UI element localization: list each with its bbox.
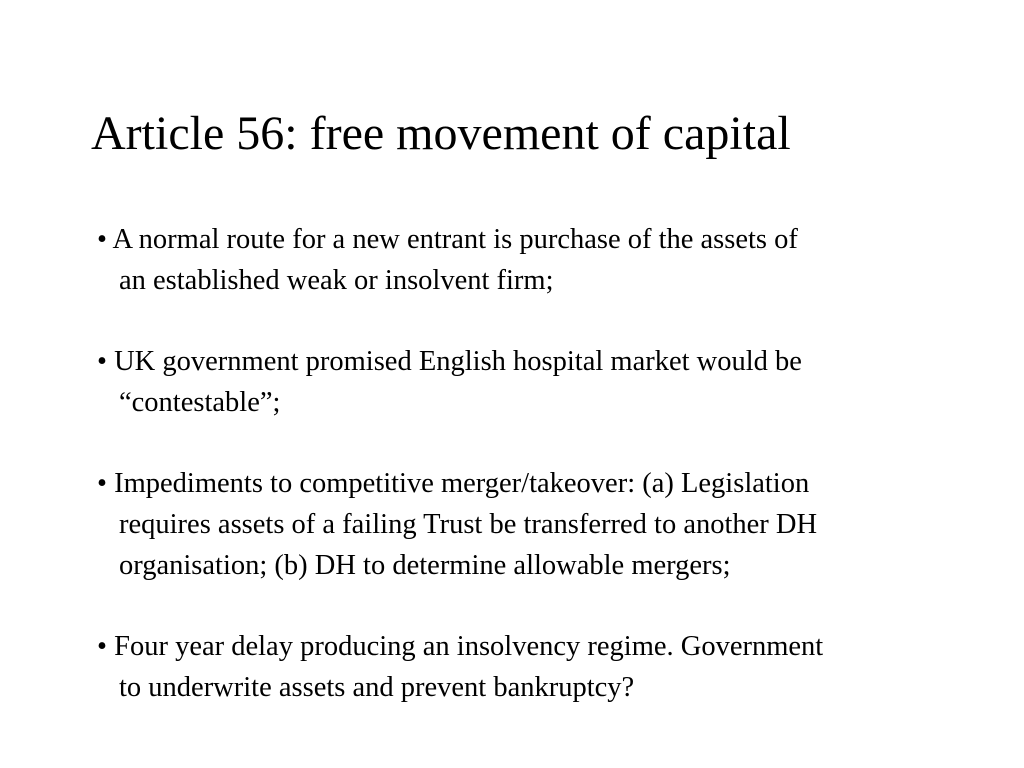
bullet-item-impediments bbox=[97, 464, 997, 586]
bullet-item-insolvency-regime bbox=[97, 627, 997, 708]
bullet-line: • A normal route for a new entrant is purchase of the assets of bbox=[97, 224, 798, 255]
bullet-line: • UK government promised English hospital market would be bbox=[97, 346, 802, 378]
bullet-line: “contestable”; bbox=[119, 386, 281, 418]
bullet-item-contestable-market bbox=[97, 342, 997, 423]
bullet-list bbox=[97, 220, 997, 749]
bullet-line: • Four year delay producing an insolvency regime. Government bbox=[97, 630, 824, 662]
bullet-line: requires assets of a failing Trust be transferred to another DH bbox=[119, 508, 818, 540]
bullet-line: • Impediments to competitive merger/takeover: (a) Legislation bbox=[97, 468, 810, 500]
bullet-line: to underwrite assets and prevent bankruptcy? bbox=[119, 671, 635, 703]
bullet-line: an established weak or insolvent firm; bbox=[119, 264, 554, 296]
slide-title: Article 56: free movement of capital bbox=[91, 107, 791, 160]
bullet-item-new-entrant bbox=[97, 220, 997, 301]
bullet-line: organisation; (b) DH to determine allowable mergers; bbox=[119, 549, 731, 581]
